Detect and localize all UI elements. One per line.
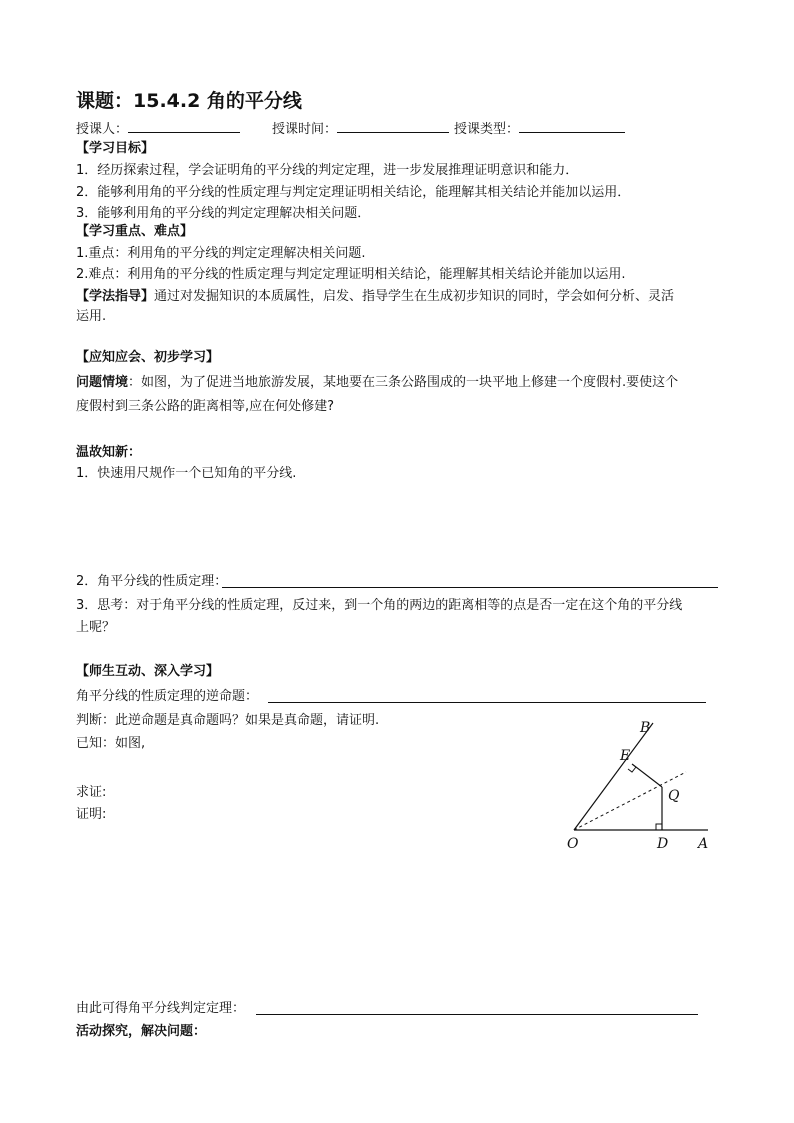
type-blank[interactable] — [519, 118, 625, 133]
problem-line-2: 度假村到三条公路的距离相等,应在何处修建? — [76, 399, 335, 414]
goal-item: 1．经历探索过程，学会证明角的平分线的判定定理，进一步发展推理证明意识和能力． — [76, 163, 579, 178]
segment-qe — [632, 764, 662, 787]
right-angle-mark-d — [656, 824, 662, 830]
method-line-1 — [76, 287, 674, 307]
prove-text: 求证: — [76, 785, 107, 800]
question-3-line-1: 3．思考：对于角平分线的性质定理，反过来，到一个角的两边的距离相等的点是否一定在这个角的平分线 — [76, 598, 683, 613]
judge-text: 判断：此逆命题是真命题吗？如果是真命题，请证明. — [76, 713, 380, 728]
keypoints-heading: 【学习重点、难点】 — [76, 224, 194, 239]
question-3-line-2: 上呢？ — [76, 620, 116, 635]
time-field — [272, 118, 449, 140]
label-a: A — [698, 836, 709, 852]
answer-line[interactable] — [222, 587, 718, 588]
ray-ob — [574, 723, 653, 830]
problem-text: ：如图，为了促进当地旅游发展，某地要在三条公路围成的一块平地上修建一个度假村.要使这个 — [128, 375, 679, 390]
answer-line[interactable] — [256, 1014, 698, 1015]
label-q: Q — [668, 788, 680, 804]
right-angle-mark-e — [628, 767, 636, 772]
section1-heading: 【应知应会、初步学习】 — [76, 350, 220, 365]
keypoint-item: 1.重点：利用角的平分线的判定定理解决相关问题. — [76, 246, 366, 261]
time-blank[interactable] — [337, 118, 449, 133]
section2-heading: 【师生互动、深入学习】 — [76, 664, 220, 679]
goal-item: 2．能够利用角的平分线的性质定理与判定定理证明相关结论，能理解其相关结论并能加以运用． — [76, 185, 631, 200]
label-b: B — [640, 720, 651, 736]
conclusion-label: 由此可得角平分线判定定理： — [76, 1001, 246, 1016]
proof-text: 证明: — [76, 807, 107, 822]
answer-line[interactable] — [268, 702, 706, 703]
time-label: 授课时间： — [272, 122, 338, 137]
teacher-field — [76, 118, 240, 140]
given-text: 已知：如图, — [76, 736, 146, 751]
goal-item: 3．能够利用角的平分线的判定定理解决相关问题． — [76, 206, 371, 221]
activity-heading: 活动探究，解决问题： — [76, 1024, 207, 1039]
problem-line-1 — [76, 373, 678, 393]
teacher-blank[interactable] — [128, 118, 240, 133]
method-line-2: 运用. — [76, 309, 107, 324]
converse-label: 角平分线的性质定理的逆命题： — [76, 689, 259, 704]
type-label: 授课类型： — [454, 122, 520, 137]
page-title: 课题：15.4.2 角的平分线 — [76, 90, 302, 112]
label-d: D — [657, 836, 669, 852]
label-e: E — [620, 748, 631, 764]
label-o: O — [567, 836, 579, 852]
angle-bisector-figure — [556, 712, 726, 857]
question-2: 2．角平分线的性质定理： — [76, 574, 228, 589]
problem-label: 问题情境 — [76, 375, 129, 390]
teacher-label: 授课人： — [76, 122, 129, 137]
keypoint-item: 2.难点：利用角的平分线的性质定理与判定定理证明相关结论，能理解其相关结论并能加以运用. — [76, 267, 626, 282]
question-1: 1．快速用尺规作一个已知角的平分线. — [76, 466, 297, 481]
review-heading: 温故知新： — [76, 445, 142, 460]
type-field — [454, 118, 625, 140]
method-text: 通过对发掘知识的本质属性，启发、指导学生在生成初步知识的同时，学会如何分析、灵活 — [154, 289, 675, 304]
goals-heading: 【学习目标】 — [76, 141, 155, 156]
method-heading: 【学法指导】 — [76, 289, 155, 304]
